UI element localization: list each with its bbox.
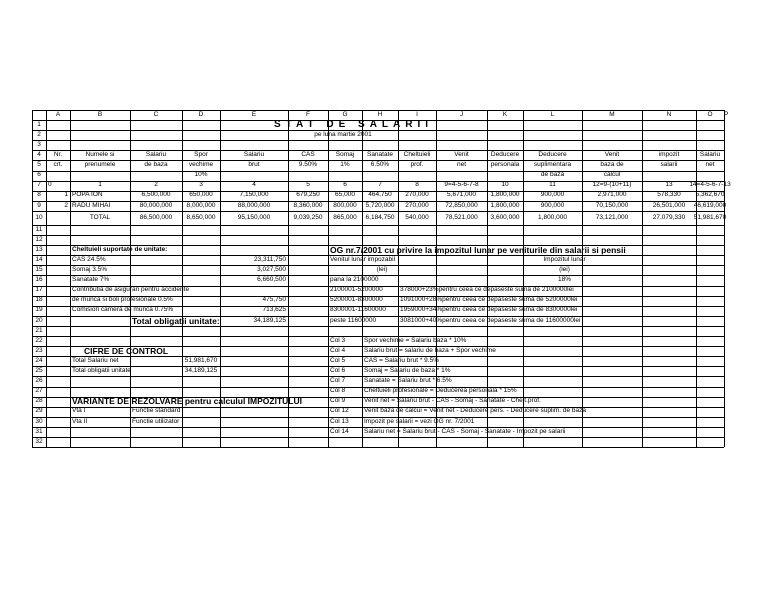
employee-sal-net: 46,619,000: [693, 201, 727, 209]
column-header[interactable]: D: [198, 110, 204, 118]
column-title: 9.50%: [298, 161, 318, 169]
row-header[interactable]: 1: [37, 120, 41, 128]
row-header[interactable]: 26: [35, 377, 43, 385]
column-index: 0: [48, 181, 52, 189]
column-title: Cheltuieli: [403, 151, 431, 159]
row-header[interactable]: 22: [35, 336, 43, 344]
employee-ded-sup: 900,000: [540, 191, 565, 199]
column-title: calcul: [603, 171, 621, 179]
formula-col: Col 13: [330, 417, 349, 425]
column-title: brut: [248, 161, 260, 169]
og-bracket-tax: 1959000+34%pentru ceea ce depaseste suma de 8300000lei: [400, 306, 578, 314]
control-oblig-value: 34,189,125: [184, 367, 218, 375]
employee-ded: 1,800,000: [490, 201, 520, 209]
column-index: 2: [154, 181, 158, 189]
row-header[interactable]: 12: [35, 235, 43, 243]
og-bracket-range: 5200001-8300000: [330, 296, 383, 304]
og-bracket-range: 8300001-11600000: [330, 306, 386, 314]
formula-text: Venit net = Salariu brut - CAS - Somaj - Sanatate - Chelt.prof.: [364, 397, 541, 405]
employee-somaj: 65,000: [335, 191, 355, 199]
employee-cas: 8,360,000: [293, 201, 323, 209]
control-net-label: Total Salariu net: [72, 356, 119, 364]
formula-col: Col 8: [330, 387, 346, 395]
row-header[interactable]: 6: [37, 171, 41, 179]
column-header[interactable]: J: [459, 110, 464, 118]
column-index: 9=4-5-6-7-8: [444, 181, 479, 189]
row-header[interactable]: 27: [35, 387, 43, 395]
employee-name: POPA ION: [72, 191, 103, 199]
column-index: 10: [501, 181, 509, 189]
control-oblig-label: Total obligatii unitate: [72, 367, 131, 375]
column-title: Salariu: [145, 151, 167, 159]
employee-sal-net: 5,362,670: [695, 191, 725, 199]
page-title: STAT DE SALARII: [273, 119, 434, 131]
column-header[interactable]: I: [416, 110, 418, 118]
column-index: 6: [343, 181, 347, 189]
row-header[interactable]: 15: [35, 266, 43, 274]
row-header[interactable]: 31: [35, 427, 43, 435]
og-bracket-range: pana la 2100000: [330, 276, 379, 284]
total-sal-brut: 95,150,000: [237, 213, 271, 221]
grid-line: [32, 110, 33, 447]
column-title: net: [456, 161, 467, 169]
column-index: 12=9-(10+11): [592, 181, 632, 189]
column-index: 5: [306, 181, 310, 189]
column-header[interactable]: C: [153, 110, 159, 118]
formula-text: Salariu net = Salariu brut - CAS - Somaj - Sanatate - Impozit pe salarii: [364, 427, 566, 435]
grid-line: [32, 110, 724, 111]
row-header[interactable]: 13: [35, 245, 43, 253]
camera-value: 713,625: [262, 306, 286, 314]
column-index: 7: [378, 181, 382, 189]
total-sal-net: 51,981,670: [693, 213, 727, 221]
column-title: 1%: [340, 161, 350, 169]
formula-text: Cheltuieli profesionale = Deducerea personala * 15%: [364, 387, 517, 395]
column-title: Spor: [194, 151, 208, 159]
formula-text: Venit baza de calcui = Venit net - Deducere pers. - Deducere suplim. de baza: [364, 407, 587, 415]
employer-total-label: Total obligatii unitate:: [132, 315, 220, 326]
column-header[interactable]: P: [724, 110, 729, 118]
formula-col: Col 5: [330, 356, 346, 364]
column-title: prenumele: [84, 161, 116, 169]
employee-ded: 1,800,000: [490, 191, 520, 199]
column-title: Salariu: [699, 151, 721, 159]
formula-text: Spor vechime = Salariu baza * 10%: [364, 336, 467, 344]
somaj-label: Somaj 3.5%: [72, 266, 108, 274]
og-col2-head: Impozitul lunar: [543, 255, 586, 263]
row-header[interactable]: 9: [37, 201, 41, 209]
cas-label: CAS 24.5%: [72, 255, 106, 263]
column-index: 4: [252, 181, 256, 189]
column-title: personala: [490, 161, 520, 169]
row-header[interactable]: 16: [35, 276, 43, 284]
column-header[interactable]: M: [609, 110, 615, 118]
column-header[interactable]: G: [342, 110, 348, 118]
grid-line: [32, 326, 724, 327]
og-unit: (lei): [559, 266, 570, 274]
employee-sanatate: 464,750: [368, 191, 392, 199]
total-spor: 8,650,000: [186, 213, 216, 221]
employee-chelt: 270,000: [405, 191, 429, 199]
formula-col: Col 7: [330, 377, 346, 385]
cas-value: 23,311,750: [253, 255, 286, 263]
employee-sal-baza: 6,500,000: [141, 191, 171, 199]
total-sanatate: 6,184,750: [365, 213, 395, 221]
row-header[interactable]: 10: [35, 213, 43, 221]
column-header[interactable]: B: [97, 110, 103, 118]
column-title: baza de: [600, 161, 624, 169]
variant-2: Vta II: [72, 417, 88, 425]
column-title: Venit: [604, 151, 620, 159]
formula-text: Salariu brut = salariu de baza + Spor vechime: [364, 346, 496, 354]
employee-cas: 679,250: [296, 191, 320, 199]
row-header[interactable]: 7: [37, 181, 41, 189]
total-impozit: 27,079,330: [652, 213, 686, 221]
column-header[interactable]: O: [707, 110, 713, 118]
row-header[interactable]: 20: [35, 316, 43, 324]
row-header[interactable]: 30: [35, 417, 43, 425]
column-title: 6.50%: [370, 161, 390, 169]
employee-baza: 2,971,000: [597, 191, 627, 199]
accident-label: de munca si boli profesionale 0.5%: [72, 296, 173, 304]
total-sal-baza: 86,500,000: [139, 213, 173, 221]
grid-line: [32, 140, 724, 141]
column-title: Somaj: [335, 151, 355, 159]
column-index: 1: [98, 181, 102, 189]
accident-label: Contributia de asigurari pentru accidente: [72, 286, 190, 294]
variant-2-desc: Functie utilizator: [132, 417, 180, 425]
employee-sal-baza: 80,000,000: [139, 201, 173, 209]
total-somaj: 865,000: [333, 213, 357, 221]
formula-col: Col 3: [330, 336, 346, 344]
total-baza: 73,121,000: [595, 213, 629, 221]
column-title: de baza: [144, 161, 168, 169]
formula-text: Sanatate = Salariu brut * 6.5%: [364, 377, 452, 385]
column-title: Deducere: [490, 151, 520, 159]
somaj-value: 3,027,500: [257, 266, 286, 274]
employer-total-value: 34,189,125: [253, 316, 286, 324]
formula-col: Col 14: [330, 427, 349, 435]
employee-spor: 8,000,000: [186, 201, 216, 209]
employee-sal-brut: 88,000,000: [237, 201, 271, 209]
employee-name: RADU MIHAI: [72, 201, 111, 209]
row-header[interactable]: 23: [35, 346, 43, 354]
employee-nr: 1: [64, 191, 68, 199]
employee-sal-brut: 7,150,000: [239, 191, 269, 199]
column-title: Numele si: [85, 151, 115, 159]
accident-value: 475,750: [262, 296, 286, 304]
formula-col: Col 4: [330, 346, 346, 354]
variants-heading: VARIANTE DE REZOLVARE pentru calculul IMPOZITULUI: [72, 396, 302, 407]
formula-col: Col 6: [330, 367, 346, 375]
column-header[interactable]: N: [666, 110, 672, 118]
column-header[interactable]: L: [550, 110, 555, 118]
column-title: 10%: [194, 171, 208, 179]
employee-sanatate: 5,720,000: [365, 201, 395, 209]
column-title: crt.: [53, 161, 63, 169]
column-title: prof.: [410, 161, 424, 169]
control-net-value: 51,981,670: [184, 356, 218, 364]
total-cas: 9,039,250: [293, 213, 323, 221]
column-title: Deducere: [538, 151, 567, 159]
column-title: Salariu: [243, 151, 265, 159]
row-header[interactable]: 28: [35, 397, 43, 405]
og-heading: OG nr.7/2001 cu privire la impozitul lunar pe veniturile din salarii si pensii: [330, 244, 626, 255]
row-header[interactable]: 18: [35, 296, 43, 304]
row-header[interactable]: 11: [35, 225, 43, 233]
employee-impozit: 578,330: [657, 191, 681, 199]
total-label: TOTAL: [89, 213, 111, 221]
sanatate-label: Sanatate 7%: [72, 276, 110, 284]
row-header[interactable]: 4: [37, 151, 41, 159]
og-bracket-tax: 18%: [557, 276, 571, 284]
variant-1: Vta I: [72, 407, 86, 415]
grid-line: [32, 235, 724, 236]
page-subtitle: pe luna martie 2001: [314, 130, 372, 138]
sanatate-value: 6,660,500: [257, 276, 286, 284]
row-header[interactable]: 14: [35, 255, 43, 263]
control-heading: CIFRE DE CONTROL: [83, 345, 169, 356]
column-title: Nr.: [53, 151, 63, 159]
column-index: 11: [549, 181, 556, 189]
row-header[interactable]: 2: [37, 130, 41, 138]
grid-line: [724, 110, 725, 447]
row-header[interactable]: 5: [37, 161, 41, 169]
total-venit-net: 78,521,000: [445, 213, 478, 221]
employee-baza: 70,150,000: [595, 201, 629, 209]
og-bracket-tax: 378000+23%pentru ceea ce depaseste suma de 2100000lei: [400, 286, 574, 294]
column-title: CAS: [301, 151, 315, 159]
column-title: impozit: [658, 151, 680, 159]
og-col1-head: Venitul lunar impozabil: [330, 255, 396, 263]
og-bracket-tax: 3081000+40%pentru ceea ce depaseste suma de 11600000lei: [400, 316, 581, 324]
column-index: 3: [199, 181, 203, 189]
employee-spor: 650,000: [189, 191, 213, 199]
employee-ded-sup: 900,000: [540, 201, 565, 209]
spreadsheet: [32, 110, 731, 482]
formula-text: Impozit pe salarii = vezi OG nr. 7/2001: [364, 417, 475, 425]
column-index: 13: [665, 181, 673, 189]
formula-text: Somaj = Salariu de baza * 1%: [364, 367, 451, 375]
column-title: suplimentara: [533, 161, 572, 169]
employee-chelt: 270,000: [405, 201, 429, 209]
row-header[interactable]: 32: [35, 437, 43, 445]
total-ded-sup: 1,800,000: [538, 213, 567, 221]
column-index: 8: [415, 181, 419, 189]
total-chelt: 540,000: [405, 213, 429, 221]
column-header[interactable]: F: [306, 110, 310, 118]
formula-col: Col 9: [330, 397, 346, 405]
formula-text: CAS = Salariu brut * 9.5%: [364, 356, 439, 364]
employee-impozit: 26,501,000: [652, 201, 686, 209]
grid-line: [32, 437, 724, 438]
column-title: Venit: [454, 151, 469, 159]
total-ded: 3,600,000: [490, 213, 520, 221]
og-bracket-tax: 1091000+28%pentru ceea ce depaseste suma de 5200000lei: [400, 296, 578, 304]
employer-heading: Cheltuieli suportate de unitate:: [72, 245, 168, 253]
employee-venit-net: 72,850,000: [445, 201, 478, 209]
column-index: 14=4-5-6-7-13: [689, 181, 731, 189]
grid-line: [32, 225, 724, 226]
column-header[interactable]: A: [55, 110, 61, 118]
grid-line: [32, 447, 724, 448]
variant-1-desc: Functie standard: [132, 407, 181, 415]
row-header[interactable]: 8: [37, 191, 41, 199]
employee-somaj: 800,000: [333, 201, 357, 209]
row-header[interactable]: 24: [35, 356, 43, 364]
column-title: Sanatate: [366, 151, 394, 159]
column-title: de baza: [540, 171, 565, 179]
row-header[interactable]: 25: [35, 367, 43, 375]
og-bracket-range: peste 11600000: [330, 316, 377, 324]
og-bracket-range: 2100001-5200000: [330, 286, 383, 294]
row-header[interactable]: 3: [37, 140, 41, 148]
column-header[interactable]: K: [502, 110, 508, 118]
og-unit: (lei): [376, 266, 388, 274]
row-header[interactable]: 29: [35, 407, 43, 415]
formula-col: Col 12: [330, 407, 349, 415]
camera-label: Comision camera de munca 0.75%: [72, 306, 174, 314]
column-title: vechime: [188, 161, 214, 169]
row-header[interactable]: 17: [35, 286, 43, 294]
column-title: net: [705, 161, 715, 169]
column-header[interactable]: E: [251, 110, 257, 118]
row-header[interactable]: 19: [35, 306, 43, 314]
employee-nr: 2: [64, 201, 68, 209]
column-header[interactable]: H: [377, 110, 383, 118]
employee-venit-net: 5,671,000: [447, 191, 476, 199]
row-header[interactable]: 21: [35, 326, 43, 334]
column-title: salarii: [660, 161, 678, 169]
